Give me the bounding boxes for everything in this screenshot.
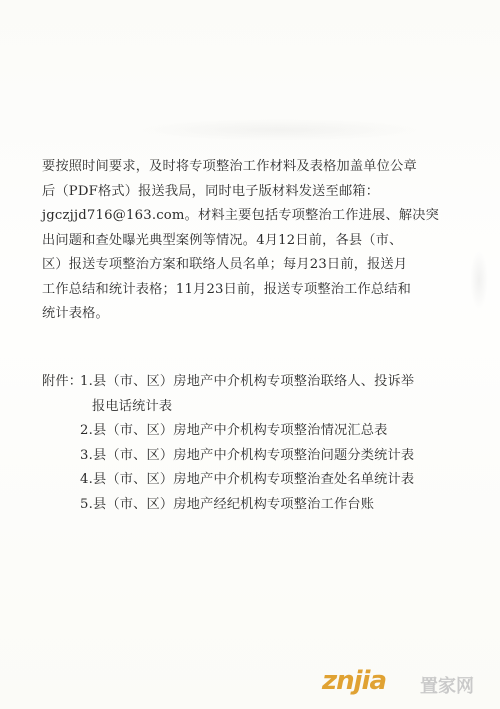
attachment-item: 4.县（市、区）房地产中介机构专项整治查处名单统计表	[80, 472, 415, 487]
attachment-item: 2.县（市、区）房地产中介机构专项整治情况汇总表	[80, 423, 388, 438]
watermark-text: 置家网	[420, 676, 474, 697]
body-line: jgczjjd716@163.com。材料主要包括专项整治工作进展、解决突	[42, 208, 439, 223]
print-bleed-shadow	[130, 118, 430, 142]
attachment-row	[42, 395, 462, 420]
attachment-row	[42, 419, 462, 444]
body-line: 要按照时间要求，及时将专项整治工作材料及表格加盖单位公章	[42, 159, 417, 174]
body-paragraph	[42, 155, 457, 327]
attachment-row	[42, 493, 462, 518]
body-line: 区）报送专项整治方案和联络人员名单；每月23日前，报送月	[42, 257, 408, 272]
site-watermark	[322, 666, 492, 700]
print-bleed-shadow-side	[470, 250, 488, 310]
attachment-item-continuation: 报电话统计表	[92, 398, 173, 414]
body-line: 工作总结和统计表格；11月23日前，报送专项整治工作总结和	[42, 281, 412, 297]
attachment-row	[42, 468, 462, 493]
body-line: 出问题和查处曝光典型案例等情况。4月12日前，各县（市、	[42, 232, 403, 248]
attachments-label: 附件：	[42, 374, 83, 389]
attachment-row	[42, 370, 462, 395]
watermark-logo: znjia	[322, 666, 387, 696]
attachment-item: 5.县（市、区）房地产经纪机构专项整治工作台账	[80, 496, 375, 512]
body-line: 后（PDF格式）报送我局，同时电子版材料发送至邮箱：	[42, 183, 380, 199]
attachment-item: 3.县（市、区）房地产中介机构专项整治问题分类统计表	[80, 447, 415, 463]
attachments-list	[42, 370, 462, 517]
body-line: 统计表格。	[42, 306, 109, 321]
attachment-row	[42, 444, 462, 469]
attachment-item: 1.县（市、区）房地产中介机构专项整治联络人、投诉举	[80, 374, 415, 389]
